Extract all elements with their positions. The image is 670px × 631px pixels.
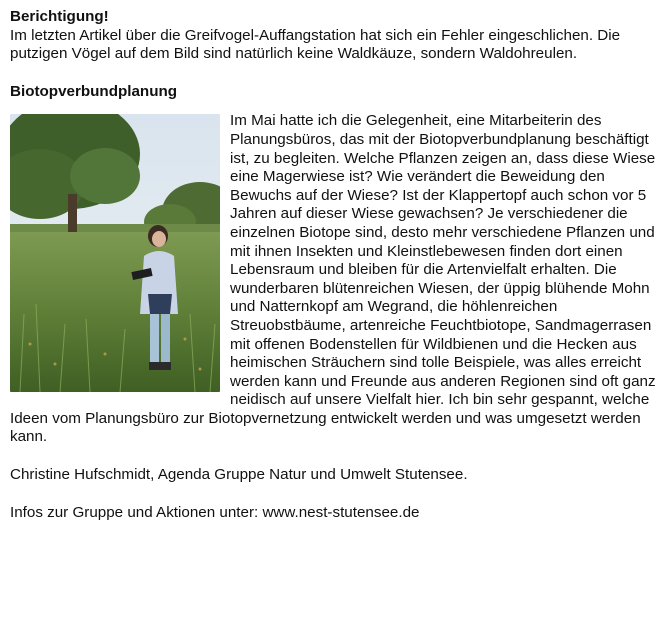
- author-line: Christine Hufschmidt, Agenda Gruppe Natur und Umwelt Stutensee.: [10, 466, 468, 484]
- spacer: [10, 485, 660, 504]
- article-body: Im Mai hatte ich die Gelegenheit, eine Mitarbeiterin des Planungsbüros, das mit der Biotopverbundplanung beschäftigt ist, zu begleiten. Welche Pflanzen zeigen an, dass diese Wiese eine Magerwiese ist? Wie verändert die Beweidung den Bewuchs auf der Wiese? Ist der Klappertopf auch schon vor 5 Jahren auf dieser Wiese gewachsen? Je verschiedener die einzelnen Biotope sind, desto mehr verschiedene Pflanzen und mit ihnen Insekten und Kleinstlebewesen finden dort einen Lebensraum und bleiben für die Artenvielfalt erhalten. Die wunderbaren blütenreichen Wiesen, der üppig blühende Mohn und Natternkopf am Wegrand, die höhlenreichen Streuobstbäume, artenreiche Feuchtbiotope, Sandmagerrasen mit offenen Bodenstellen für Wildbienen und die Hecken aus heimischen Sträuchern sind tolle Beispiele, was alles erreicht werden kann und Freunde aus anderen Regionen sind oft ganz neidisch auf unsere Vielfalt hier. Ich bin sehr gespannt, welche Ideen vom Planungsbüro zur Biotopvernetzung entwickelt werden und was umgesetzt werden kann.: [10, 112, 656, 446]
- correction-heading: Berichtigung!: [10, 8, 109, 25]
- info-line: Infos zur Gruppe und Aktionen unter: www.nest-stutensee.de: [10, 503, 420, 521]
- spacer: [10, 64, 660, 83]
- meadow-photo: [10, 114, 220, 392]
- spacer: [10, 447, 660, 466]
- article-heading: Biotopverbundplanung: [10, 82, 178, 100]
- correction-text: Im letzten Artikel über die Greifvogel-Auffangstation hat sich ein Fehler eingeschlichen. Die putzigen Vögel auf dem Bild sind natürlich keine Waldkäuze, sondern Waldohreulen.: [10, 26, 621, 63]
